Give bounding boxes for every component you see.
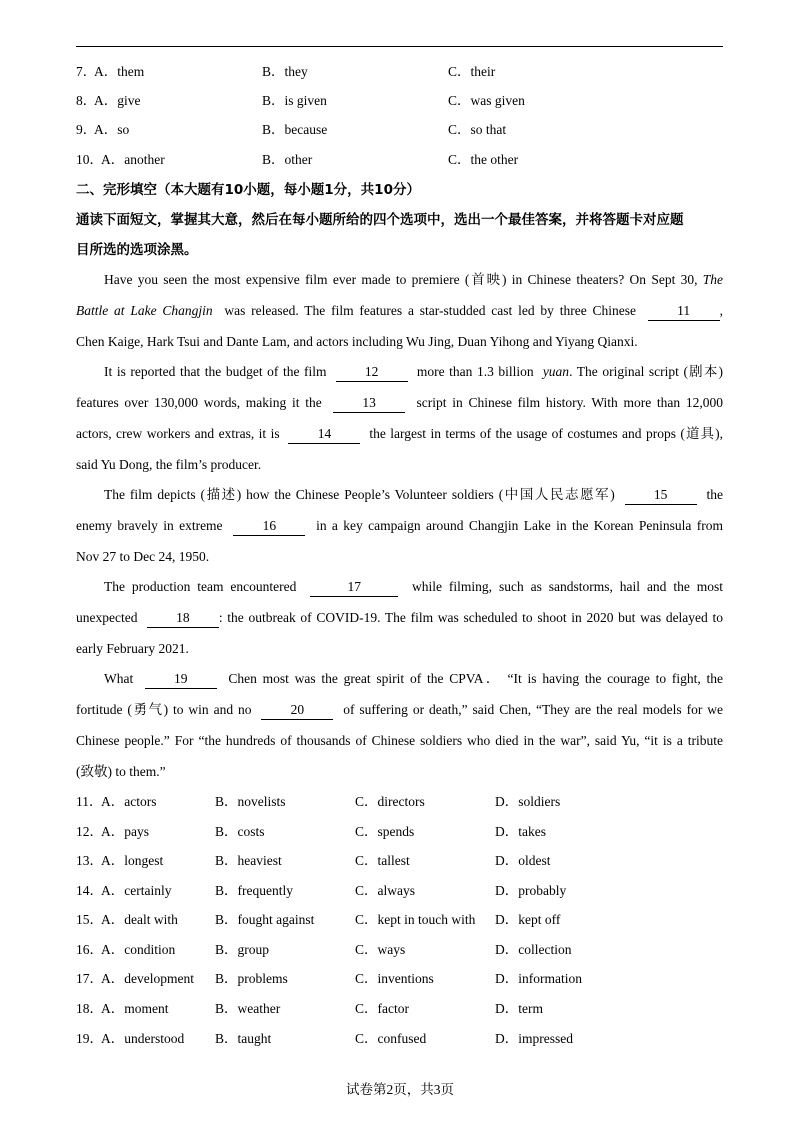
passage-line: early February 2021. xyxy=(76,641,189,656)
option-a[interactable]: A．understood xyxy=(101,1031,185,1046)
question-number: 12． xyxy=(76,824,103,839)
question-number: 8． xyxy=(76,93,97,108)
blank-14[interactable]: 14 xyxy=(288,425,360,444)
passage-line: Chinese people.” For “the hundreds of thousands of Chinese soldiers who died in the war”, said Yu, “it is a tribute xyxy=(76,733,723,748)
question-number: 15． xyxy=(76,912,103,927)
option-b[interactable]: B．novelists xyxy=(215,794,286,809)
option-b: B．is given xyxy=(262,93,327,108)
option-c[interactable]: C．tallest xyxy=(355,853,410,868)
option-c[interactable]: C．always xyxy=(355,883,415,898)
option-c[interactable]: C．factor xyxy=(355,1001,409,1016)
passage-line: Have you seen the most expensive film ever made to premiere (首映) in Chinese theaters? On Sept 30, The xyxy=(104,272,724,287)
option-c[interactable]: C．confused xyxy=(355,1031,427,1046)
option-a[interactable]: A．longest xyxy=(101,853,164,868)
passage-line: enemy bravely in extreme 16 in a key campaign around Changjin Lake in the Korean Peninsula from xyxy=(76,516,723,536)
blank-20[interactable]: 20 xyxy=(261,701,333,720)
passage-line: said Yu Dong, the film’s producer. xyxy=(76,457,262,472)
question-number: 17． xyxy=(76,971,103,986)
section-instruction-line2: 目所选的选项涂黑。 xyxy=(76,242,198,258)
section-title: 二、完形填空（本大题有10小题，每小题1分，共10分） xyxy=(76,182,420,198)
option-d[interactable]: D．takes xyxy=(495,824,546,839)
passage-line: The film depicts (描述) how the Chinese People’s Volunteer soldiers (中国人民志愿军) 15 the xyxy=(104,485,723,505)
passage-line: Nov 27 to Dec 24, 1950. xyxy=(76,549,210,564)
option-d[interactable]: D．soldiers xyxy=(495,794,561,809)
option-a[interactable]: A．condition xyxy=(101,942,176,957)
option-b: B．they xyxy=(262,64,308,79)
option-a[interactable]: A．actors xyxy=(101,794,157,809)
option-d[interactable]: D．probably xyxy=(495,883,567,898)
option-c: C．so that xyxy=(448,122,507,137)
question-number: 7． xyxy=(76,64,97,79)
option-b[interactable]: B．group xyxy=(215,942,269,957)
passage-line: fortitude (勇气) to win and no 20 of suffering or death,” said Chen, “They are the real models for we xyxy=(76,700,723,720)
blank-13[interactable]: 13 xyxy=(333,394,405,413)
option-c: C．the other xyxy=(448,152,519,167)
option-a[interactable]: A．pays xyxy=(101,824,149,839)
question-number: 13． xyxy=(76,853,103,868)
option-c[interactable]: C．inventions xyxy=(355,971,434,986)
passage-line: actors, crew workers and extras, it is 14 the largest in terms of the usage of costumes and props (道具), xyxy=(76,424,723,444)
option-b: B．other xyxy=(262,152,313,167)
option-d[interactable]: D．kept off xyxy=(495,912,561,927)
option-c[interactable]: C．kept in touch with xyxy=(355,912,476,927)
option-a[interactable]: A．moment xyxy=(101,1001,169,1016)
header-rule xyxy=(76,46,723,47)
passage-line: (致敬) to them.” xyxy=(76,764,166,779)
blank-11[interactable]: 11 xyxy=(648,302,720,321)
passage-line: What 19 Chen most was the great spirit of the CPVA． “It is having the courage to fight, the xyxy=(104,669,723,689)
option-b[interactable]: B．taught xyxy=(215,1031,272,1046)
option-c[interactable]: C．directors xyxy=(355,794,425,809)
blank-19[interactable]: 19 xyxy=(145,670,217,689)
blank-18[interactable]: 18 xyxy=(147,609,219,628)
passage-line: The production team encountered 17 while filming, such as sandstorms, hail and the most xyxy=(104,577,723,597)
option-a[interactable]: A．certainly xyxy=(101,883,172,898)
option-c[interactable]: C．spends xyxy=(355,824,415,839)
option-b: B．because xyxy=(262,122,328,137)
blank-15[interactable]: 15 xyxy=(625,486,697,505)
option-c: C．their xyxy=(448,64,496,79)
passage-line: Chen Kaige, Hark Tsui and Dante Lam, and actors including Wu Jing, Duan Yihong and Yiyang Qianxi. xyxy=(76,334,638,349)
blank-17[interactable]: 17 xyxy=(310,578,398,597)
option-a: A．give xyxy=(94,93,141,108)
option-d[interactable]: D．collection xyxy=(495,942,572,957)
option-d[interactable]: D．oldest xyxy=(495,853,551,868)
option-b[interactable]: B．heaviest xyxy=(215,853,282,868)
option-b[interactable]: B．weather xyxy=(215,1001,281,1016)
blank-16[interactable]: 16 xyxy=(233,517,305,536)
page-footer: 试卷第2页，共3页 xyxy=(346,1082,454,1097)
passage-line: features over 130,000 words, making it the 13 script in Chinese film history. With more than 12,000 xyxy=(76,393,723,413)
option-d[interactable]: D．impressed xyxy=(495,1031,573,1046)
blank-12[interactable]: 12 xyxy=(336,363,408,382)
option-c: C．was given xyxy=(448,93,525,108)
option-a[interactable]: A．dealt with xyxy=(101,912,178,927)
option-b[interactable]: B．frequently xyxy=(215,883,293,898)
option-a: A．them xyxy=(94,64,145,79)
option-d[interactable]: D．term xyxy=(495,1001,543,1016)
question-number: 10． xyxy=(76,152,103,167)
question-number: 9． xyxy=(76,122,97,137)
option-b[interactable]: B．fought against xyxy=(215,912,315,927)
section-instruction-line1: 通读下面短文，掌握其大意，然后在每小题所给的四个选项中，选出一个最佳答案，并将答题卡对应题 xyxy=(76,212,684,228)
option-d[interactable]: D．information xyxy=(495,971,582,986)
question-number: 16． xyxy=(76,942,103,957)
passage-line: It is reported that the budget of the film 12 more than 1.3 billion yuan. The original script (剧本) xyxy=(104,362,723,382)
question-number: 11． xyxy=(76,794,103,809)
question-number: 18． xyxy=(76,1001,103,1016)
option-b[interactable]: B．costs xyxy=(215,824,265,839)
option-a: A．so xyxy=(94,122,130,137)
option-c[interactable]: C．ways xyxy=(355,942,406,957)
passage-line: unexpected 18 : the outbreak of COVID-19. The film was scheduled to shoot in 2020 but was delayed to xyxy=(76,608,723,628)
option-b[interactable]: B．problems xyxy=(215,971,288,986)
passage-line: Battle at Lake Changjin was released. The film features a star-studded cast led by three Chinese 11 , xyxy=(76,301,723,321)
option-a[interactable]: A．development xyxy=(101,971,194,986)
question-number: 19． xyxy=(76,1031,103,1046)
option-a: A．another xyxy=(101,152,165,167)
question-number: 14． xyxy=(76,883,103,898)
